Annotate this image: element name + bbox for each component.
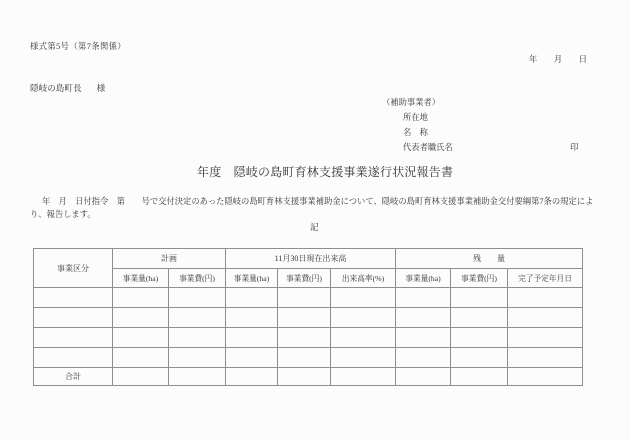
empty-cell: [451, 288, 508, 308]
subsidized-operator-heading: （補助事業者）: [382, 98, 441, 107]
total-row: [34, 368, 583, 386]
page-title: 年度 隠岐の島町育林支援事業遂行状況報告書: [197, 165, 454, 179]
operator-name-label: 名 称: [403, 128, 428, 137]
empty-cell: [278, 368, 331, 386]
empty-cell: [278, 348, 331, 368]
empty-cell: [113, 348, 169, 368]
empty-cell: [226, 368, 278, 386]
table-row: [34, 348, 583, 368]
subheader-progress-cost: 事業費(円): [278, 269, 331, 288]
subheader-plan-quantity: 事業量(ha): [113, 269, 169, 288]
empty-cell: [169, 368, 226, 386]
empty-cell: [508, 368, 583, 386]
empty-cell: [34, 348, 113, 368]
header-category: 事業区分: [34, 249, 113, 288]
progress-report-table: [33, 248, 583, 386]
header-row-groups: [34, 249, 583, 269]
header-row-sub: [34, 269, 583, 288]
empty-cell: [451, 328, 508, 348]
empty-cell: [113, 328, 169, 348]
addressee-honorific: 様: [96, 83, 106, 93]
empty-cell: [169, 288, 226, 308]
empty-cell: [396, 348, 451, 368]
empty-cell: [278, 308, 331, 328]
subheader-progress-rate: 出来高率(%): [331, 269, 396, 288]
empty-cell: [169, 348, 226, 368]
empty-cell: [508, 328, 583, 348]
empty-cell: [396, 328, 451, 348]
total-label: 合計: [34, 368, 113, 386]
header-plan: 計画: [113, 249, 226, 269]
empty-cell: [451, 348, 508, 368]
addressee-line: [30, 82, 105, 94]
subheader-remaining-quantity: 事業量(ha): [396, 269, 451, 288]
empty-cell: [396, 368, 451, 386]
addressee-title: 隠岐の島町長: [30, 83, 82, 93]
header-current-progress: 11月30日現在出来高: [226, 249, 396, 269]
empty-cell: [169, 308, 226, 328]
empty-cell: [508, 288, 583, 308]
empty-cell: [451, 368, 508, 386]
body-text-line2: り、報告します。: [30, 210, 96, 219]
empty-cell: [331, 328, 396, 348]
empty-cell: [396, 308, 451, 328]
empty-cell: [331, 348, 396, 368]
subheader-plan-cost: 事業費(円): [169, 269, 226, 288]
record-marker: 記: [310, 222, 319, 232]
empty-cell: [396, 288, 451, 308]
empty-cell: [34, 328, 113, 348]
header-remaining: 残 量: [396, 249, 583, 269]
operator-address-label: 所在地: [403, 113, 428, 122]
empty-cell: [113, 368, 169, 386]
empty-cell: [169, 328, 226, 348]
empty-cell: [113, 308, 169, 328]
operator-representative-label: 代表者職氏名: [403, 143, 453, 152]
empty-cell: [451, 308, 508, 328]
subheader-progress-quantity: 事業量(ha): [226, 269, 278, 288]
form-number: 様式第5号（第7条関係）: [30, 42, 127, 51]
empty-cell: [34, 288, 113, 308]
empty-cell: [278, 288, 331, 308]
subheader-remaining-cost: 事業費(円): [451, 269, 508, 288]
table-row: [34, 308, 583, 328]
empty-cell: [331, 308, 396, 328]
body-text-line1: 年 月 日付指令 第 号で交付決定のあった隠岐の島町育林支援事業補助金について、隠岐の島町育林支援事業補助金交付要綱第7条の規定によ: [42, 197, 594, 206]
table-row: [34, 328, 583, 348]
empty-cell: [34, 308, 113, 328]
seal-label: 印: [570, 142, 579, 152]
table-row: [34, 288, 583, 308]
empty-cell: [508, 348, 583, 368]
date-line: 年 月 日: [529, 55, 588, 64]
empty-cell: [226, 328, 278, 348]
empty-cell: [226, 288, 278, 308]
subheader-completion-date: 完了予定年月日: [508, 269, 583, 288]
empty-cell: [226, 308, 278, 328]
empty-cell: [226, 348, 278, 368]
empty-cell: [331, 368, 396, 386]
empty-cell: [508, 308, 583, 328]
empty-cell: [278, 328, 331, 348]
empty-cell: [331, 288, 396, 308]
empty-cell: [113, 288, 169, 308]
